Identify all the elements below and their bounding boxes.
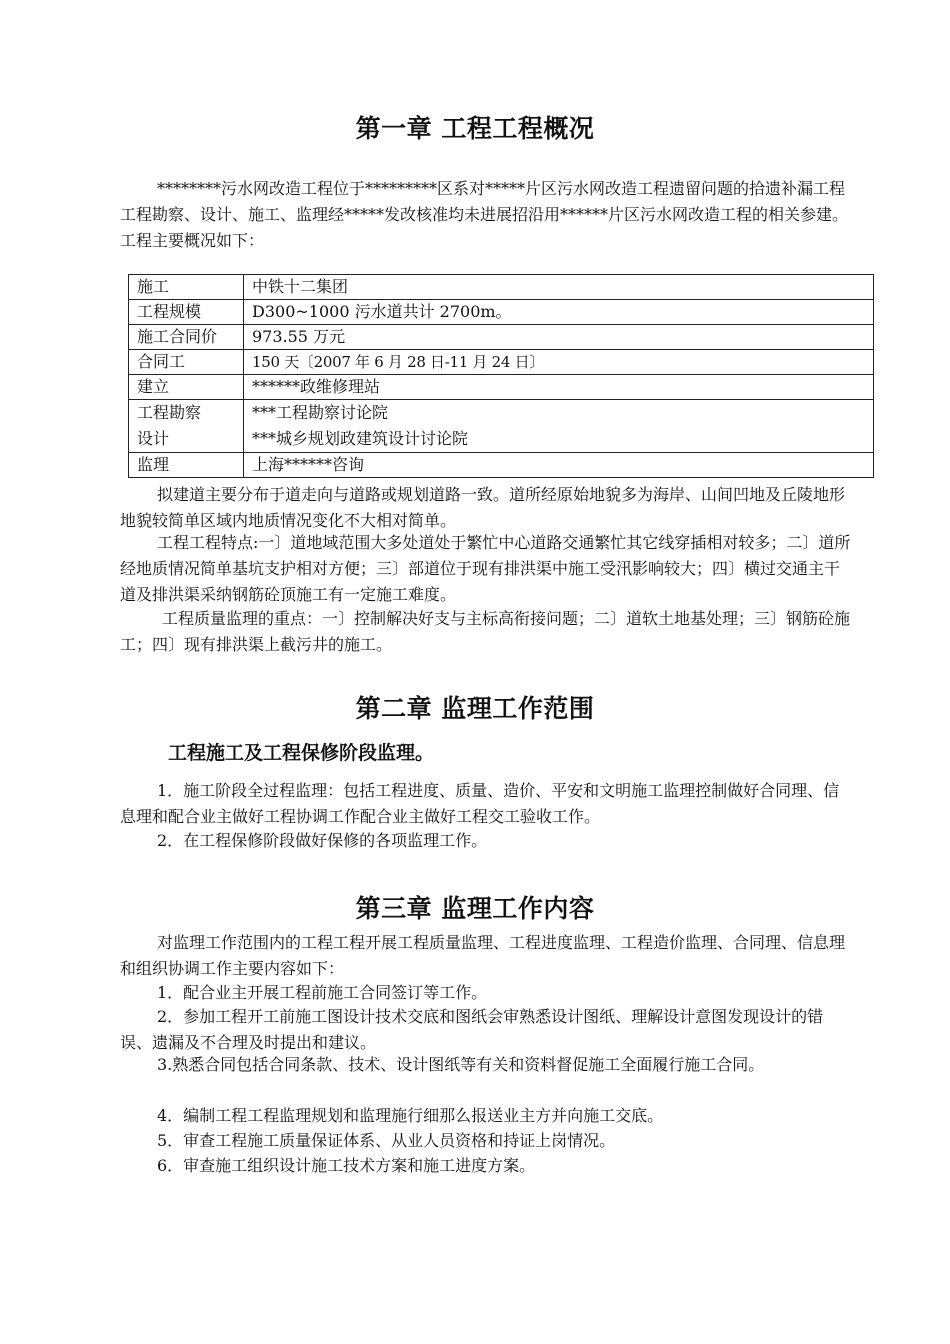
table-row [129,453,874,478]
table-row [129,300,874,325]
table-value [244,400,874,453]
table-key-line: 设计 [137,429,170,448]
chapter1-intro: ********污水网改造工程位于*********区系对*****片区污水网改造工程遗留问题的拾遗补漏工程工程勘察、设计、施工、监理经*****发改核准均未进展招沿用******片区污水网改造工程的相关参建。工程主要概况如下： [120,179,849,250]
table-value: 上海******咨询 [244,453,874,478]
scope-item-1: 1．施工阶段全过程监理：包括工程进度、质量、造价、平安和文明施工监理控制做好合同理、信息理和配合业主做好工程协调工作配合业主做好工程交工验收工作。 [120,781,840,826]
content-item-3: 3.熟悉合同包括合同条款、技术、设计图纸等有关和资料督促施工全面履行施工合同。 [157,1055,765,1074]
table-row [129,375,874,400]
content-item-6: 6．审查施工组织设计施工技术方案和施工进度方案。 [157,1156,536,1175]
table-value: 973.55 万元 [244,325,874,350]
chapter1-title: 第一章 工程工程概况 [355,114,595,143]
table-row [129,350,874,375]
table-row [129,400,874,453]
table-key: 合同工 [129,350,244,375]
chapter3-title: 第三章 监理工作内容 [355,894,595,923]
table-key: 建立 [129,375,244,400]
table-value-line: ***城乡规划政建筑设计讨论院 [252,429,469,448]
table-key: 监理 [129,453,244,478]
table-value: ******政维修理站 [244,375,874,400]
table-key: 施工 [129,275,244,300]
table-row [129,325,874,350]
project-overview-table [128,274,874,478]
chapter2-title: 第二章 监理工作范围 [355,694,595,723]
table-value-line: ***工程勘察讨论院 [252,403,389,422]
table-row [129,275,874,300]
table-value: 150 天〔2007 年 6 月 28 日-11 月 24 日〕 [244,350,874,375]
content-item-2: 2．参加工程开工前施工图设计技术交底和图纸会审熟悉设计图纸、理解设计意图发现设计的错误、遗漏及不合理及时提出和建议。 [120,1007,824,1052]
terrain-paragraph: 拟建道主要分布于道走向与道路或规划道路一致。道所经原始地貌多为海岸、山间凹地及丘陵地形地貌较简单区域内地质情况变化不大相对简单。 [120,485,846,530]
table-value: D300~1000 污水道共计 2700m。 [244,300,874,325]
table-key-line: 工程勘察 [137,403,202,422]
content-item-5: 5．审查工程施工质量保证体系、从业人员资格和持证上岗情况。 [157,1131,616,1150]
table-key: 施工合同价 [129,325,244,350]
table-key: 工程规模 [129,300,244,325]
table-key [129,400,244,453]
scope-item-2: 2．在工程保修阶段做好保修的各项监理工作。 [157,831,488,850]
chapter3-intro: 对监理工作范围内的工程工程开展工程质量监理、工程进度监理、工程造价监理、合同理、信息理和组织协调工作主要内容如下： [120,933,846,978]
content-item-1: 1．配合业主开展工程前施工合同签订等工作。 [157,983,488,1002]
chapter2-subtitle: 工程施工及工程保修阶段监理。 [168,742,435,764]
table-value: 中铁十二集团 [244,275,874,300]
content-item-4: 4．编制工程工程监理规划和监理施行细那么报送业主方并向施工交底。 [157,1106,664,1125]
quality-focus-paragraph: 工程质量监理的重点：一〕控制解决好支与主标高衔接问题；二〕道软土地基处理；三〕钢筋砼施工；四〕现有排洪渠上截污井的施工。 [120,609,851,654]
features-paragraph: 工程工程特点:一〕道地域范围大多处道处于繁忙中心道路交通繁忙其它线穿插相对较多；二〕道所经地质情况简单基坑支护相对方便；三〕部道位于现有排洪渠中施工受汛影响较大；四〕横过交通主干道及排洪渠采纳钢筋砼顶施工有一定施工难度。 [120,533,851,604]
